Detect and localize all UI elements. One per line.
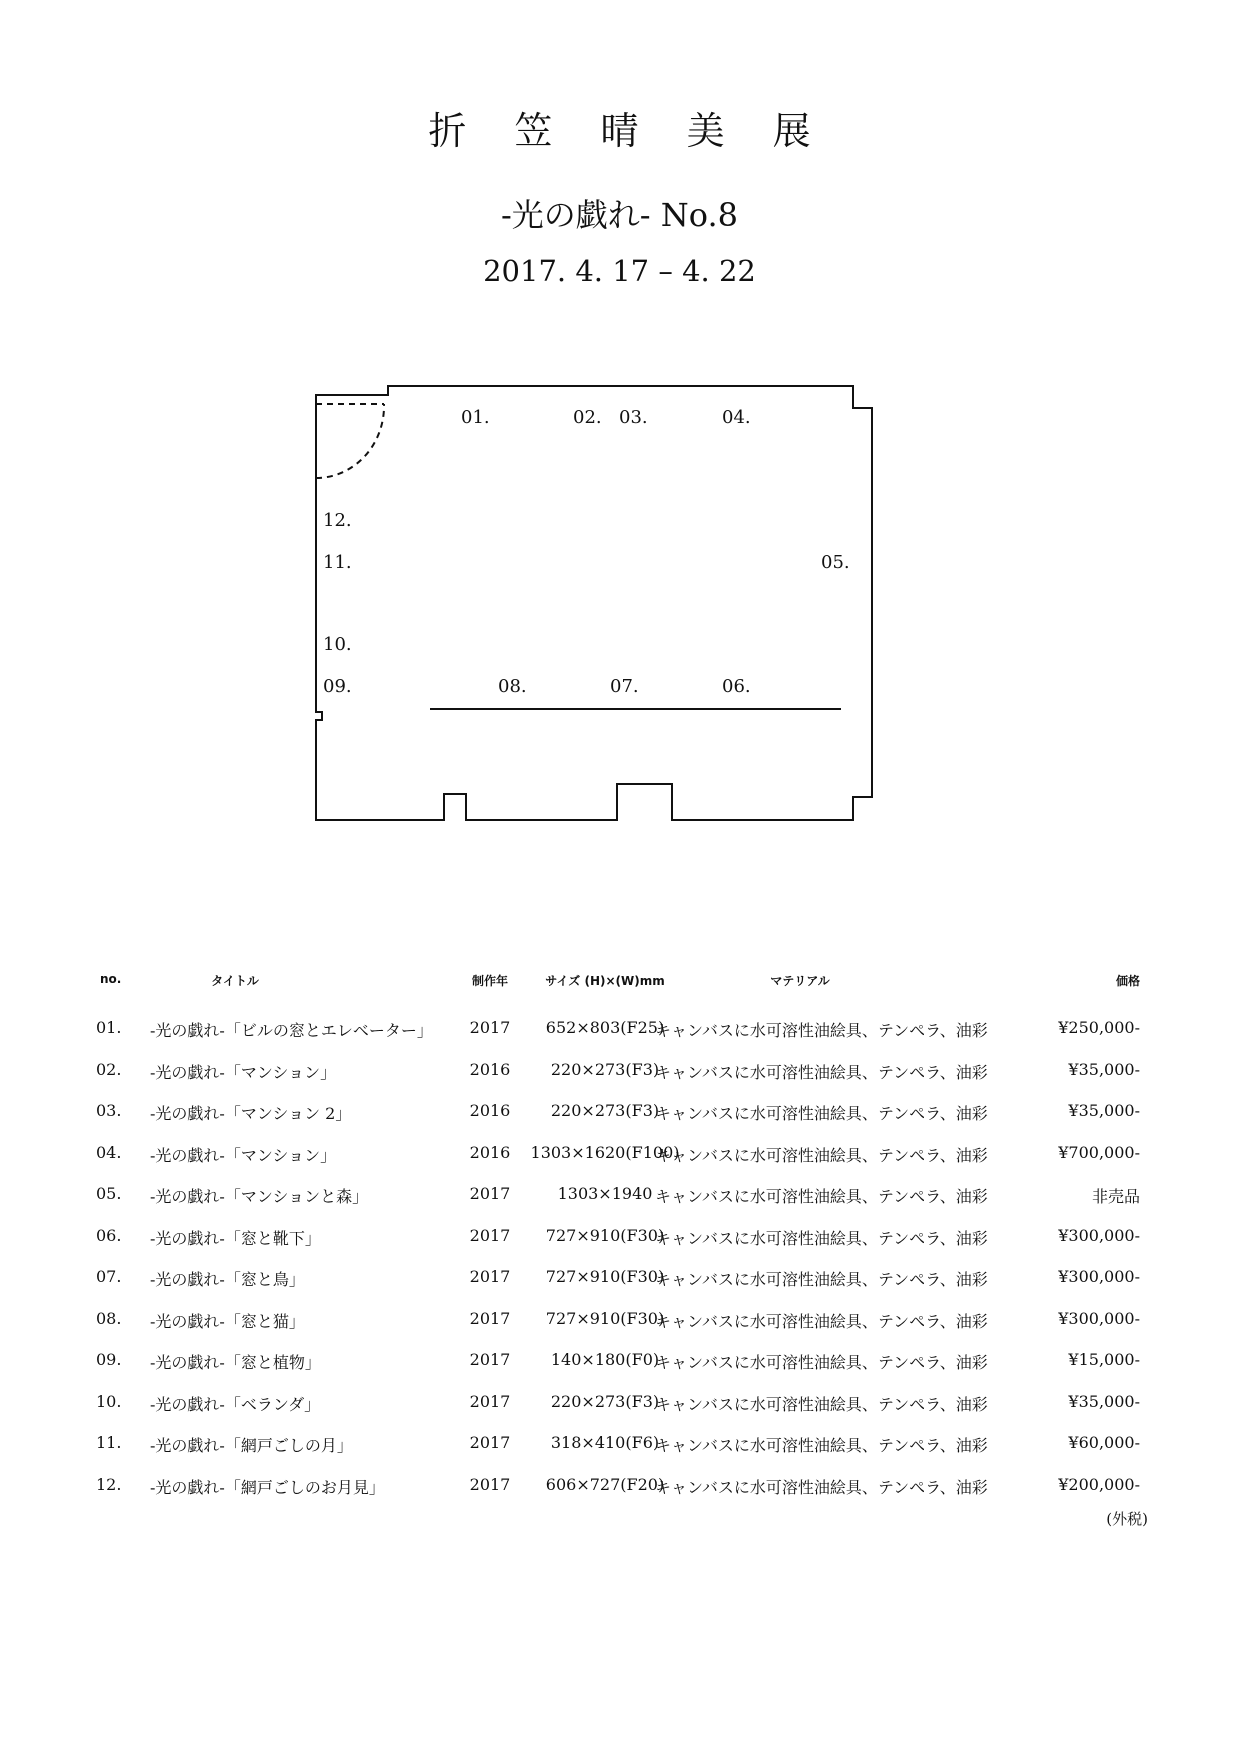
row-year: 2017 [469,1391,511,1411]
row-material: キャンバスに水可溶性油絵具、テンペラ、油彩 [655,1394,988,1414]
row-no: 09. [96,1350,122,1369]
position-label-06: 06. [722,676,751,697]
row-no: 05. [96,1184,122,1203]
position-label-12: 12. [323,510,352,531]
position-label-10: 10. [323,634,352,655]
row-size: 220×273(F3) [550,1059,660,1079]
row-title: -光の戯れ-「網戸ごしの月」 [150,1436,353,1455]
header-no: no. [100,972,122,986]
tax-note: (外税) [1106,1510,1148,1528]
table-row [80,1174,1150,1216]
row-price: ¥35,000- [1068,1101,1140,1120]
row-title: -光の戯れ-「窓と植物」 [150,1353,321,1372]
row-material: キャンバスに水可溶性油絵具、テンペラ、油彩 [655,1062,988,1082]
row-title: -光の戯れ-「ビルの窓とエレベーター」 [150,1021,433,1040]
row-title: -光の戯れ-「マンション」 [150,1062,337,1082]
row-price: ¥300,000- [1058,1267,1140,1286]
position-label-05: 05. [821,552,850,573]
header-year: 制作年 [471,974,508,988]
row-year: 2017 [469,1225,511,1245]
header-size: サイズ (H)×(W)mm [545,974,665,988]
door-swing [316,404,384,478]
row-no: 01. [96,1018,122,1037]
table-row [80,1133,1150,1175]
row-material: キャンバスに水可溶性油絵具、テンペラ、油彩 [655,1436,988,1455]
row-year: 2017 [469,1350,511,1369]
row-price: 非売品 [1091,1187,1140,1206]
works-table [80,968,1150,1506]
row-material: キャンバスに水可溶性油絵具、テンペラ、油彩 [655,1187,988,1206]
row-size: 220×273(F3) [550,1101,660,1120]
position-label-01: 01. [461,407,490,428]
row-size: 220×273(F3) [550,1391,660,1411]
row-material: キャンバスに水可溶性油絵具、テンペラ、油彩 [655,1145,988,1165]
row-size: 727×910(F30) [545,1225,665,1245]
position-label-09: 09. [323,676,352,697]
row-size: 727×910(F30) [545,1308,665,1328]
floor-plan-walls [316,386,872,820]
row-size: 606×727(F20) [545,1474,665,1494]
row-no: 08. [96,1308,122,1328]
row-title: -光の戯れ-「網戸ごしのお月見」 [150,1477,385,1497]
table-row [80,1299,1150,1341]
row-price: ¥15,000- [1068,1350,1140,1369]
table-row [80,1257,1150,1299]
table-header-row [80,968,1150,1008]
row-price: ¥35,000- [1068,1059,1140,1079]
table-row [80,1091,1150,1133]
exhibition-dates: 2017. 4. 17 – 4. 22 [483,254,756,288]
row-no: 11. [96,1433,122,1452]
row-material: キャンバスに水可溶性油絵具、テンペラ、油彩 [655,1353,988,1372]
row-material: キャンバスに水可溶性油絵具、テンペラ、油彩 [655,1021,988,1040]
row-material: キャンバスに水可溶性油絵具、テンペラ、油彩 [655,1104,988,1123]
row-title: -光の戯れ-「窓と鳥」 [150,1270,305,1289]
position-label-08: 08. [498,676,527,697]
row-material: キャンバスに水可溶性油絵具、テンペラ、油彩 [655,1228,988,1248]
row-year: 2017 [469,1184,511,1203]
row-year: 2017 [469,1433,511,1452]
row-no: 03. [96,1101,122,1120]
row-price: ¥300,000- [1058,1225,1140,1245]
table-row [80,1008,1150,1050]
row-title: -光の戯れ-「マンション 2」 [150,1104,352,1123]
row-year: 2017 [469,1018,511,1037]
row-size: 1303×1940 [557,1184,653,1203]
row-title: -光の戯れ-「ベランダ」 [150,1394,321,1414]
row-price: ¥200,000- [1058,1474,1140,1494]
row-price: ¥35,000- [1068,1391,1140,1411]
position-label-02: 02. [573,407,602,428]
row-size: 140×180(F0) [550,1350,660,1369]
row-no: 10. [96,1391,122,1411]
position-label-11: 11. [323,552,352,573]
position-label-03: 03. [619,407,648,428]
row-year: 2016 [469,1101,511,1120]
row-year: 2016 [469,1142,511,1162]
position-label-04: 04. [722,407,751,428]
position-label-07: 07. [610,676,639,697]
row-price: ¥250,000- [1058,1018,1140,1037]
row-no: 04. [96,1142,122,1162]
table-row [80,1382,1150,1424]
row-price: ¥60,000- [1068,1433,1140,1452]
row-title: -光の戯れ-「窓と猫」 [150,1311,305,1331]
table-row [80,1465,1150,1507]
row-year: 2016 [469,1059,511,1079]
row-size: 727×910(F30) [545,1267,665,1286]
row-title: -光の戯れ-「窓と靴下」 [150,1228,321,1248]
table-row [80,1423,1150,1465]
header-price: 価格 [1115,974,1140,988]
row-no: 02. [96,1059,122,1079]
row-no: 06. [96,1225,122,1245]
row-price: ¥700,000- [1058,1142,1140,1162]
row-size: 318×410(F6) [550,1433,660,1452]
row-year: 2017 [469,1267,511,1286]
row-material: キャンバスに水可溶性油絵具、テンペラ、油彩 [655,1477,988,1497]
row-no: 12. [96,1474,122,1494]
header-material: マテリアル [770,974,830,988]
row-year: 2017 [469,1474,511,1494]
row-year: 2017 [469,1308,511,1328]
row-title: -光の戯れ-「マンション」 [150,1145,337,1165]
table-row [80,1216,1150,1258]
row-price: ¥300,000- [1058,1308,1140,1328]
row-no: 07. [96,1267,122,1286]
row-size: 1303×1620(F100) [530,1142,680,1162]
row-size: 652×803(F25) [545,1018,665,1037]
exhibition-title: 折 笠 晴 美 展 [428,109,829,153]
table-row [80,1340,1150,1382]
row-material: キャンバスに水可溶性油絵具、テンペラ、油彩 [655,1270,988,1289]
exhibition-subtitle: -光の戯れ- No.8 [500,196,739,234]
row-material: キャンバスに水可溶性油絵具、テンペラ、油彩 [655,1311,988,1331]
row-title: -光の戯れ-「マンションと森」 [150,1187,369,1206]
header-title: タイトル [211,974,259,988]
table-row [80,1050,1150,1092]
